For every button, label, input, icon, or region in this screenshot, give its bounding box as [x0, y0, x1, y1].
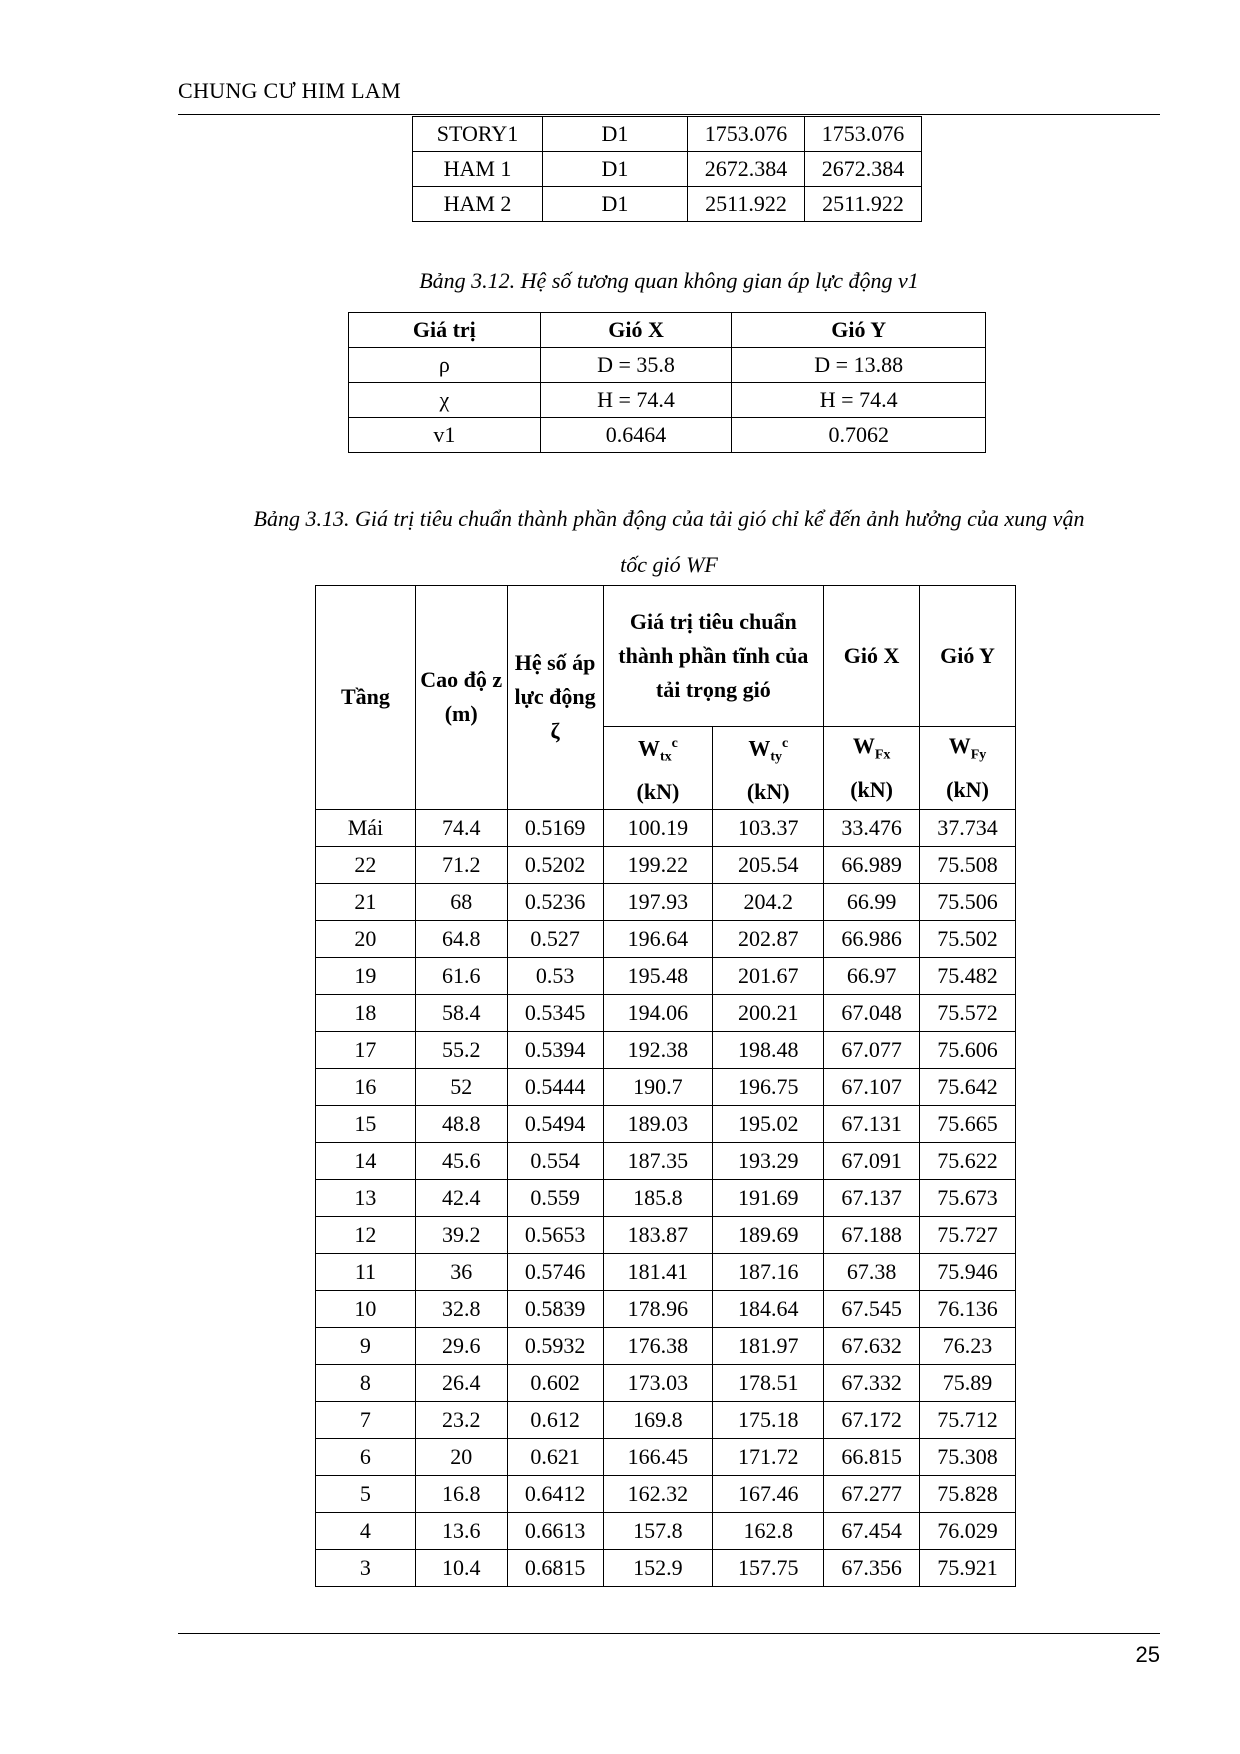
table-cell: 45.6: [415, 1142, 507, 1179]
table-cell: 2511.922: [688, 187, 805, 222]
table-row: [316, 1401, 1016, 1438]
table-cell: 67.277: [824, 1475, 920, 1512]
table-cell: 74.4: [415, 809, 507, 846]
header-zeta: Hệ số áp lực động ζ: [507, 586, 603, 810]
caption-line-2: tốc gió WF: [620, 552, 718, 577]
header-wtx: $W_{tx}^c$ (kN): [603, 727, 713, 810]
table-row: [316, 1253, 1016, 1290]
table-cell: 204.2: [713, 883, 824, 920]
running-header: CHUNG CƯ HIM LAM: [178, 78, 401, 103]
table-cell: 0.5394: [507, 1031, 603, 1068]
table-cell: 178.96: [603, 1290, 713, 1327]
table-cell: 67.137: [824, 1179, 920, 1216]
table-cell: 64.8: [415, 920, 507, 957]
table-row: [316, 1068, 1016, 1105]
table-cell: Mái: [316, 809, 416, 846]
table-cell: 187.35: [603, 1142, 713, 1179]
table-cell: 52: [415, 1068, 507, 1105]
table-cell: 67.545: [824, 1290, 920, 1327]
table-cell: 0.53: [507, 957, 603, 994]
table-cell: 76.029: [920, 1512, 1016, 1549]
table-cell: 75.946: [920, 1253, 1016, 1290]
table-3-12: [348, 312, 986, 453]
table-cell: 75.622: [920, 1142, 1016, 1179]
table-cell: 0.5932: [507, 1327, 603, 1364]
table-row: [316, 1512, 1016, 1549]
table-cell: 37.734: [920, 809, 1016, 846]
table-cell: D1: [543, 117, 688, 152]
table-cell: 75.673: [920, 1179, 1016, 1216]
table-row: [316, 1179, 1016, 1216]
table-cell: 0.5746: [507, 1253, 603, 1290]
table-cell: 0.5444: [507, 1068, 603, 1105]
table-3-13-caption: [178, 496, 1160, 588]
table-cell: 196.75: [713, 1068, 824, 1105]
table-cell: 0.6613: [507, 1512, 603, 1549]
table-cell: 173.03: [603, 1364, 713, 1401]
page-number: 25: [1135, 1642, 1160, 1667]
table-cell: 0.6815: [507, 1549, 603, 1586]
table-cell: 198.48: [713, 1031, 824, 1068]
table-cell: 192.38: [603, 1031, 713, 1068]
table-cell: 42.4: [415, 1179, 507, 1216]
table-cell: 2672.384: [688, 152, 805, 187]
table-cell: 75.308: [920, 1438, 1016, 1475]
table-cell: 22: [316, 846, 416, 883]
table-cell: 189.03: [603, 1105, 713, 1142]
table-cell: 0.7062: [732, 418, 986, 453]
table-cell: 10.4: [415, 1549, 507, 1586]
table-cell: 36: [415, 1253, 507, 1290]
table-cell: 0.5236: [507, 883, 603, 920]
table-cell: 187.16: [713, 1253, 824, 1290]
table-cell: 9: [316, 1327, 416, 1364]
table-cell: 11: [316, 1253, 416, 1290]
table-cell: 67.38: [824, 1253, 920, 1290]
table-row: [316, 883, 1016, 920]
table-row: [316, 846, 1016, 883]
table-cell: 66.986: [824, 920, 920, 957]
table-cell: 0.5494: [507, 1105, 603, 1142]
table-cell: 8: [316, 1364, 416, 1401]
table-cell: 3: [316, 1549, 416, 1586]
table-cell: 16: [316, 1068, 416, 1105]
table-cell: 75.828: [920, 1475, 1016, 1512]
header-wind-y: Gió Y: [732, 313, 986, 348]
table-cell: 0.612: [507, 1401, 603, 1438]
table-cell: 32.8: [415, 1290, 507, 1327]
table-row: [316, 1364, 1016, 1401]
table-cell: 157.75: [713, 1549, 824, 1586]
table-row: [349, 418, 986, 453]
table-cell: 0.602: [507, 1364, 603, 1401]
table-cell: 21: [316, 883, 416, 920]
table-cell: 15: [316, 1105, 416, 1142]
table-cell: D1: [543, 152, 688, 187]
table-cell: 194.06: [603, 994, 713, 1031]
table-cell: 39.2: [415, 1216, 507, 1253]
table-row: [316, 1031, 1016, 1068]
table-cell: 75.572: [920, 994, 1016, 1031]
table-3-12-caption: Bảng 3.12. Hệ số tương quan không gian áp lực động v1: [419, 268, 919, 293]
table-cell: 0.527: [507, 920, 603, 957]
table-cell: 181.97: [713, 1327, 824, 1364]
table-cell: χ: [349, 383, 541, 418]
table-cell: 0.5345: [507, 994, 603, 1031]
table-cell: 76.136: [920, 1290, 1016, 1327]
table-cell: 61.6: [415, 957, 507, 994]
table-cell: 7: [316, 1401, 416, 1438]
table-cell: 67.131: [824, 1105, 920, 1142]
header-wty: $W_{ty}^c$ (kN): [713, 727, 824, 810]
table-cell: HAM 1: [413, 152, 543, 187]
table-cell: 13: [316, 1179, 416, 1216]
header-height: Cao độ z (m): [415, 586, 507, 810]
header-wind-x: Gió X: [824, 586, 920, 727]
table-cell: 48.8: [415, 1105, 507, 1142]
table-row: [316, 1438, 1016, 1475]
table-cell: 66.815: [824, 1438, 920, 1475]
table-row: [316, 920, 1016, 957]
table-cell: 1753.076: [688, 117, 805, 152]
table-cell: 190.7: [603, 1068, 713, 1105]
table-cell: HAM 2: [413, 187, 543, 222]
table-cell: 189.69: [713, 1216, 824, 1253]
table-cell: 76.23: [920, 1327, 1016, 1364]
table-row: [316, 1475, 1016, 1512]
table-cell: 162.32: [603, 1475, 713, 1512]
table-cell: 13.6: [415, 1512, 507, 1549]
table-cell: 183.87: [603, 1216, 713, 1253]
table-cell: 199.22: [603, 846, 713, 883]
table-story-results: [412, 116, 922, 222]
table-cell: 14: [316, 1142, 416, 1179]
table-cell: 0.5839: [507, 1290, 603, 1327]
table-cell: 26.4: [415, 1364, 507, 1401]
table-cell: 75.506: [920, 883, 1016, 920]
table-cell: 67.454: [824, 1512, 920, 1549]
table-cell: 75.665: [920, 1105, 1016, 1142]
table-cell: 75.727: [920, 1216, 1016, 1253]
table-cell: v1: [349, 418, 541, 453]
table-cell: 75.921: [920, 1549, 1016, 1586]
table-row: [316, 1142, 1016, 1179]
header-wfx: $W_{Fx}$ (kN): [824, 727, 920, 810]
table-cell: 195.48: [603, 957, 713, 994]
table-cell: 0.5653: [507, 1216, 603, 1253]
table-cell: 75.502: [920, 920, 1016, 957]
table-cell: 66.989: [824, 846, 920, 883]
table-row: [316, 1549, 1016, 1586]
table-cell: 55.2: [415, 1031, 507, 1068]
table-cell: 67.077: [824, 1031, 920, 1068]
table-cell: 10: [316, 1290, 416, 1327]
table-cell: 0.559: [507, 1179, 603, 1216]
table-cell: 152.9: [603, 1549, 713, 1586]
table-row: [413, 117, 922, 152]
table-row: [349, 383, 986, 418]
table-cell: 157.8: [603, 1512, 713, 1549]
table-cell: 67.107: [824, 1068, 920, 1105]
table-cell: 67.048: [824, 994, 920, 1031]
table-cell: 20: [316, 920, 416, 957]
table-cell: 75.606: [920, 1031, 1016, 1068]
table-cell: 2511.922: [805, 187, 922, 222]
table-cell: 0.6412: [507, 1475, 603, 1512]
table-cell: 195.02: [713, 1105, 824, 1142]
table-cell: H = 74.4: [540, 383, 732, 418]
table-row: [349, 348, 986, 383]
table-cell: 1753.076: [805, 117, 922, 152]
table-cell: 0.6464: [540, 418, 732, 453]
table-cell: 67.332: [824, 1364, 920, 1401]
table-cell: 16.8: [415, 1475, 507, 1512]
table-cell: 5: [316, 1475, 416, 1512]
table-cell: 176.38: [603, 1327, 713, 1364]
header-wind-y: Gió Y: [920, 586, 1016, 727]
table-cell: 66.97: [824, 957, 920, 994]
table-cell: 162.8: [713, 1512, 824, 1549]
table-cell: 181.41: [603, 1253, 713, 1290]
table-cell: 205.54: [713, 846, 824, 883]
table-cell: 67.172: [824, 1401, 920, 1438]
table-cell: 18: [316, 994, 416, 1031]
table-cell: 67.632: [824, 1327, 920, 1364]
header-wind-x: Gió X: [540, 313, 732, 348]
table-cell: 23.2: [415, 1401, 507, 1438]
table-cell: 67.188: [824, 1216, 920, 1253]
table-cell: 17: [316, 1031, 416, 1068]
table-cell: 19: [316, 957, 416, 994]
table-cell: ρ: [349, 348, 541, 383]
table-row: [413, 187, 922, 222]
table-cell: 202.87: [713, 920, 824, 957]
table-cell: 103.37: [713, 809, 824, 846]
table-cell: 0.5202: [507, 846, 603, 883]
table-cell: 100.19: [603, 809, 713, 846]
table-row: [413, 152, 922, 187]
table-cell: 200.21: [713, 994, 824, 1031]
table-cell: 178.51: [713, 1364, 824, 1401]
table-cell: 184.64: [713, 1290, 824, 1327]
header-floor: Tầng: [316, 586, 416, 810]
footer-divider: [178, 1633, 1160, 1634]
table-cell: 20: [415, 1438, 507, 1475]
table-row: [316, 809, 1016, 846]
table-cell: 4: [316, 1512, 416, 1549]
table-cell: STORY1: [413, 117, 543, 152]
table-cell: 29.6: [415, 1327, 507, 1364]
header-wfy: $W_{Fy}$ (kN): [920, 727, 1016, 810]
table-cell: 197.93: [603, 883, 713, 920]
table-cell: 67.091: [824, 1142, 920, 1179]
table-row: [316, 1290, 1016, 1327]
table-cell: H = 74.4: [732, 383, 986, 418]
table-cell: 71.2: [415, 846, 507, 883]
table-cell: 67.356: [824, 1549, 920, 1586]
header-static-group: Giá trị tiêu chuẩn thành phần tĩnh của tải trọng gió: [603, 586, 824, 727]
caption-line-1: Bảng 3.13. Giá trị tiêu chuẩn thành phần động của tải gió chỉ kể đến ảnh hưởng của xung vận: [253, 506, 1085, 531]
table-cell: 201.67: [713, 957, 824, 994]
table-cell: 58.4: [415, 994, 507, 1031]
table-row: [316, 1105, 1016, 1142]
table-cell: 75.712: [920, 1401, 1016, 1438]
table-cell: 166.45: [603, 1438, 713, 1475]
table-cell: 191.69: [713, 1179, 824, 1216]
table-row: [316, 1216, 1016, 1253]
table-cell: 171.72: [713, 1438, 824, 1475]
table-cell: 175.18: [713, 1401, 824, 1438]
table-cell: 33.476: [824, 809, 920, 846]
table-cell: 75.482: [920, 957, 1016, 994]
table-cell: 12: [316, 1216, 416, 1253]
table-cell: D1: [543, 187, 688, 222]
table-cell: 75.89: [920, 1364, 1016, 1401]
table-cell: 0.554: [507, 1142, 603, 1179]
table-row: [316, 957, 1016, 994]
table-3-13: [315, 585, 1016, 1587]
header-value: Giá trị: [349, 313, 541, 348]
header-divider: [178, 114, 1160, 115]
table-cell: D = 13.88: [732, 348, 986, 383]
table-row: [316, 994, 1016, 1031]
table-cell: 185.8: [603, 1179, 713, 1216]
table-cell: 75.508: [920, 846, 1016, 883]
table-cell: 0.621: [507, 1438, 603, 1475]
table-cell: 66.99: [824, 883, 920, 920]
table-cell: 196.64: [603, 920, 713, 957]
table-cell: 193.29: [713, 1142, 824, 1179]
table-cell: 75.642: [920, 1068, 1016, 1105]
table-cell: 68: [415, 883, 507, 920]
table-cell: 0.5169: [507, 809, 603, 846]
table-row: [316, 1327, 1016, 1364]
table-cell: 169.8: [603, 1401, 713, 1438]
table-cell: 2672.384: [805, 152, 922, 187]
table-cell: 6: [316, 1438, 416, 1475]
table-cell: 167.46: [713, 1475, 824, 1512]
table-cell: D = 35.8: [540, 348, 732, 383]
